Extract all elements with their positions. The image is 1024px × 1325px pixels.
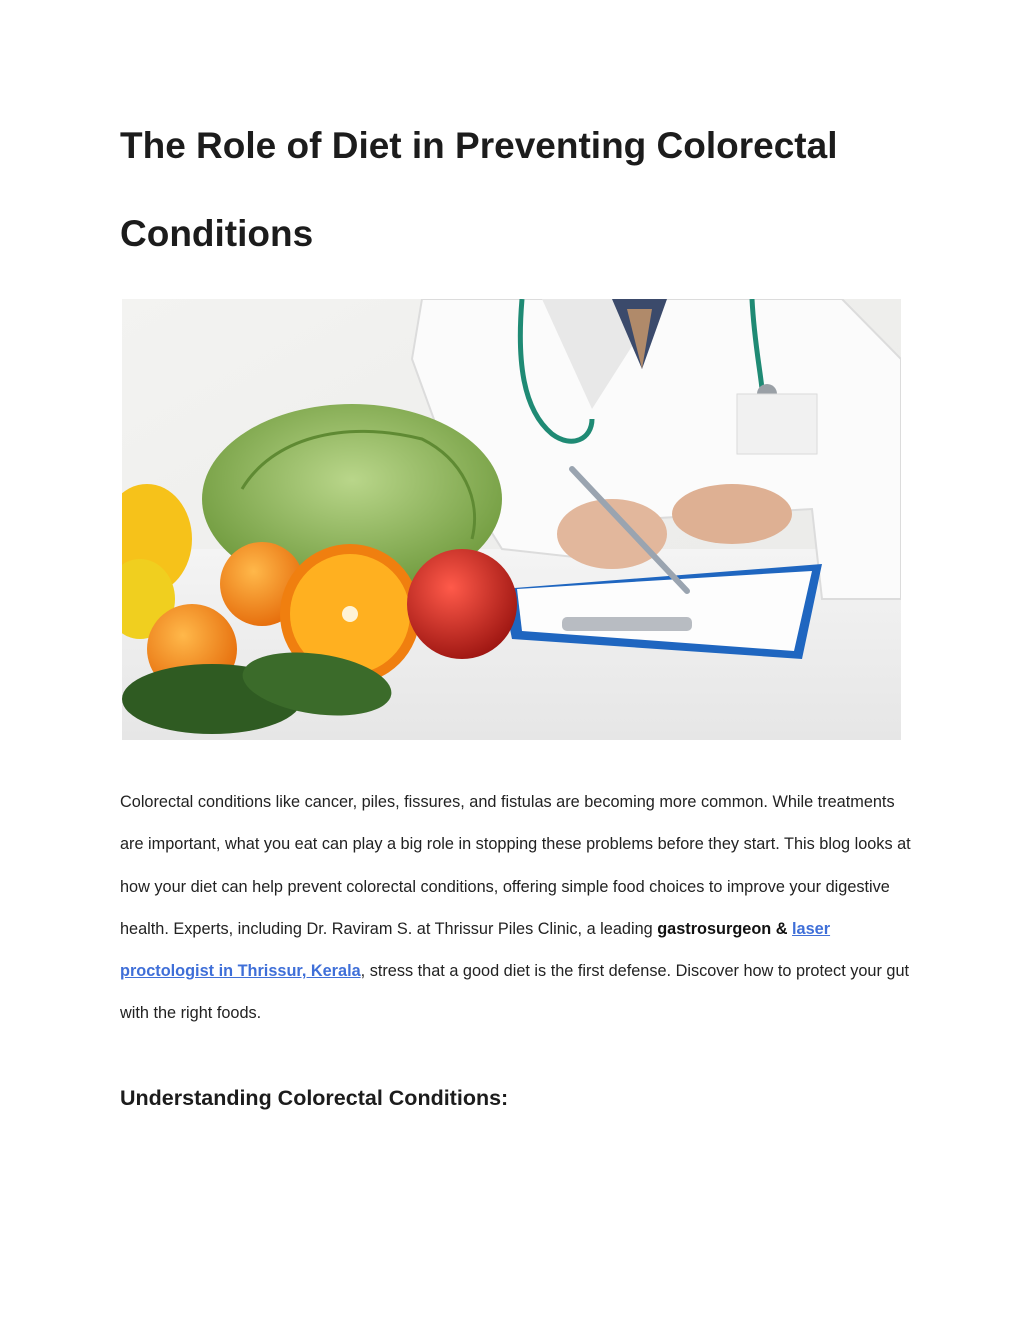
hero-image [122, 299, 901, 740]
intro-bold-text: gastrosurgeon & [657, 919, 788, 938]
doctor-with-fruits-vegetables-photo [122, 299, 901, 740]
intro-text-end: , stress that a good diet is the first defense. Discover how to protect your gut with the right foods. [120, 962, 910, 1023]
page-title: The Role of Diet in Preventing Colorectal Conditions [120, 125, 838, 254]
intro-text-start: Colorectal conditions like cancer, piles, fissures, and fistulas are becoming more common. While treatments are important, what you eat can play a big role in stopping these problems before they start. This blog looks at how your diet can help prevent colorectal conditions, offering simple food choices to improve your digestive health. Experts, including Dr. Raviram S. at Thrissur Piles Clinic, a leading [120, 793, 911, 938]
intro-paragraph [120, 781, 920, 1035]
section-heading: Understanding Colorectal Conditions: [120, 1086, 509, 1110]
laser-proctologist-link[interactable]: laser proctologist in Thrissur, Kerala [120, 919, 831, 981]
